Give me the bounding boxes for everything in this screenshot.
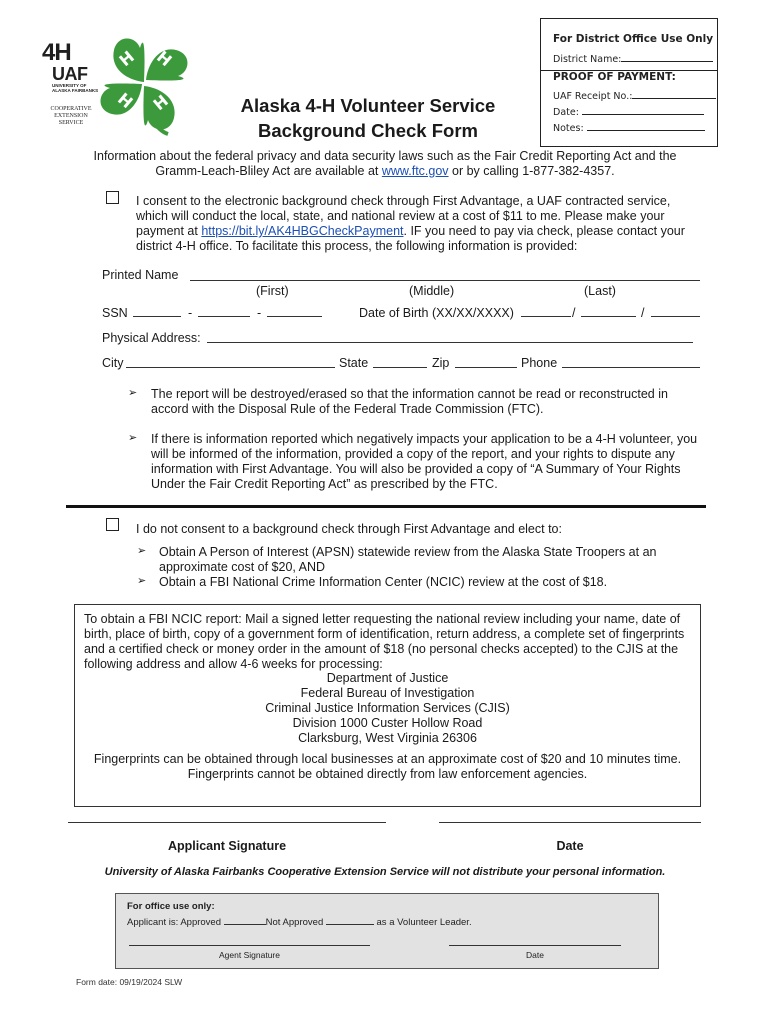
payment-date-label: Date: xyxy=(553,107,579,118)
privacy-note: University of Alaska Fairbanks Cooperative Extension Service will not distribute your personal information. xyxy=(104,866,666,878)
district-office-box xyxy=(540,18,718,147)
notes-field[interactable] xyxy=(553,121,705,135)
intro-line2 xyxy=(60,164,710,179)
apsn-line2: approximate cost of $20, AND xyxy=(159,560,326,574)
address-label: Physical Address: xyxy=(102,331,201,345)
rights-bullet xyxy=(151,432,716,492)
ssn-dash-2: - xyxy=(257,306,262,320)
first-name-label: (First) xyxy=(256,284,289,298)
agent-signature-label: Agent Signature xyxy=(219,950,280,960)
payment-date-field[interactable] xyxy=(553,105,704,119)
address-line5: Clarksburg, West Virginia 26306 xyxy=(298,731,477,745)
applicant-date-label: Date xyxy=(556,839,584,853)
fingerprint-line2: Fingerprints cannot be obtained directly from law enforcement agencies. xyxy=(187,767,588,781)
state-field[interactable] xyxy=(373,357,427,368)
clover-h-4: H xyxy=(114,89,137,113)
approved-label: Applicant is: Approved xyxy=(127,917,222,928)
logo-4h: 4H xyxy=(42,39,71,66)
disposal-bullet xyxy=(151,387,711,417)
consent-line3-a: payment at xyxy=(136,224,202,238)
zip-field[interactable] xyxy=(455,357,517,368)
dob-year-field[interactable] xyxy=(651,306,700,317)
district-name-label: District Name: xyxy=(553,54,622,65)
form-title xyxy=(218,93,518,143)
agent-date-label: Date xyxy=(526,950,544,960)
consent-line3 xyxy=(136,224,706,239)
phone-label: Phone xyxy=(521,356,558,370)
ssn-dash-1: - xyxy=(188,306,193,320)
state-label: State xyxy=(339,356,369,370)
city-label: City xyxy=(102,356,124,370)
clover-h-2: H xyxy=(153,47,176,71)
notes-label: Notes: xyxy=(553,123,584,134)
ncic-line2: birth, place of birth, copy of a government form of identification, return address, a complete set of fingerprints xyxy=(84,627,685,641)
logo-uaf: UAF xyxy=(52,64,88,84)
fingerprint-note xyxy=(75,752,700,782)
rights-line1: If there is information reported which negatively impacts your application to be a 4-H volunteer, you xyxy=(151,432,698,446)
cjis-address xyxy=(75,671,700,746)
last-name-label: (Last) xyxy=(584,284,616,298)
address-line2: Federal Bureau of Investigation xyxy=(300,686,475,700)
applicant-date-line[interactable] xyxy=(439,822,701,823)
city-field[interactable] xyxy=(126,357,335,368)
clover-h-3: H xyxy=(149,91,172,115)
ssn-field-3[interactable] xyxy=(267,306,322,317)
arrow-bullet-icon: ➢ xyxy=(137,575,147,587)
no-consent-text: I do not consent to a background check through First Advantage and elect to: xyxy=(136,522,562,536)
approval-line xyxy=(127,915,472,929)
rights-line2: will be informed of the information, provided a copy of the report, and your rights to dispute any xyxy=(151,447,675,461)
intro-line2-a: Gramm-Leach-Bliley Act are available at xyxy=(155,164,382,178)
four-h-clover-icon xyxy=(96,32,192,136)
receipt-field[interactable] xyxy=(553,89,716,103)
rights-line4: Under the Fair Credit Reporting Act” as prescribed by the FTC. xyxy=(151,477,498,491)
payment-link[interactable]: https://bit.ly/AK4HBGCheckPayment xyxy=(201,224,404,238)
form-title-line2: Background Check Form xyxy=(258,120,478,141)
approved-blank[interactable] xyxy=(224,915,266,925)
phone-field[interactable] xyxy=(562,357,700,368)
ncic-option: Obtain a FBI National Crime Information Center (NCIC) review at the cost of $18. xyxy=(159,575,608,589)
disposal-line2: accord with the Disposal Rule of the Federal Trade Commission (FTC). xyxy=(151,402,544,416)
ssn-label: SSN xyxy=(102,306,128,320)
clover-h-1: H xyxy=(115,47,138,71)
intro-text xyxy=(60,149,710,179)
ssn-field-2[interactable] xyxy=(198,306,250,317)
form-date: Form date: 09/19/2024 SLW xyxy=(76,977,183,987)
agent-date-line[interactable] xyxy=(449,945,621,946)
consent-line2: which will conduct the local, state, and national review at a cost of $11 to me. Please make your xyxy=(136,209,665,223)
consent-line4: district 4-H office. To facilitate this process, the following information is provided: xyxy=(136,239,578,253)
printed-name-label: Printed Name xyxy=(102,268,179,282)
address-line1: Department of Justice xyxy=(326,671,449,685)
receipt-label: UAF Receipt No.: xyxy=(553,91,633,102)
dob-day-field[interactable] xyxy=(581,306,636,317)
office-use-box xyxy=(115,893,659,969)
no-consent-checkbox[interactable] xyxy=(106,518,119,531)
applicant-signature-line[interactable] xyxy=(68,822,386,823)
arrow-bullet-icon: ➢ xyxy=(137,545,147,557)
district-office-heading: For District Office Use Only xyxy=(553,33,714,45)
fingerprint-line1: Fingerprints can be obtained through local businesses at an approximate cost of $20 and 10 minutes time. xyxy=(93,752,682,766)
logo-extension: COOPERATIVE EXTENSION SERVICE xyxy=(50,106,92,126)
middle-name-label: (Middle) xyxy=(409,284,455,298)
dob-slash-1: / xyxy=(572,306,576,320)
ncic-info-box xyxy=(74,604,701,807)
disposal-line1: The report will be destroyed/erased so that the information cannot be read or reconstructed in xyxy=(151,387,668,401)
volunteer-leader-label: as a Volunteer Leader. xyxy=(376,917,472,928)
dob-month-field[interactable] xyxy=(521,306,571,317)
intro-line2-b: or by calling 1-877-382-4357. xyxy=(448,164,615,178)
intro-line1: Information about the federal privacy and data security laws such as the Fair Credit Reporting Act and the xyxy=(93,149,677,163)
consent-checkbox[interactable] xyxy=(106,191,119,204)
applicant-signature-label: Applicant Signature xyxy=(167,839,287,853)
ncic-line1: To obtain a FBI NCIC report: Mail a signed letter requesting the national review including your name, date of xyxy=(84,612,681,626)
address-line4: Division 1000 Custer Hollow Road xyxy=(292,716,483,730)
apsn-option xyxy=(159,545,704,575)
dob-label: Date of Birth (XX/XX/XXXX) xyxy=(359,306,514,320)
agent-signature-line[interactable] xyxy=(129,945,370,946)
section-divider xyxy=(66,505,706,508)
printed-name-field[interactable] xyxy=(190,270,700,281)
not-approved-blank[interactable] xyxy=(326,915,374,925)
ncic-instructions xyxy=(84,612,694,672)
district-name-field[interactable] xyxy=(553,52,713,66)
ssn-field-1[interactable] xyxy=(133,306,181,317)
proof-of-payment-heading: PROOF OF PAYMENT: xyxy=(553,71,676,83)
address-field[interactable] xyxy=(207,332,693,343)
dob-slash-2: / xyxy=(641,306,645,320)
zip-label: Zip xyxy=(432,356,450,370)
ncic-line4: following address and allow 4-6 weeks for processing: xyxy=(84,657,383,671)
arrow-bullet-icon: ➢ xyxy=(128,432,138,444)
rights-line3: information with First Advantage. You will also be provided a copy of “A Summary of Your Rights xyxy=(151,462,681,476)
ftc-link[interactable]: www.ftc.gov xyxy=(381,164,449,178)
not-approved-label: Not Approved xyxy=(265,917,324,928)
consent-line1: I consent to the electronic background check through First Advantage, a UAF contracted service, xyxy=(136,194,671,208)
address-line3: Criminal Justice Information Services (CJIS) xyxy=(265,701,510,715)
consent-text xyxy=(136,194,706,254)
form-title-line1: Alaska 4-H Volunteer Service xyxy=(240,95,496,116)
arrow-bullet-icon: ➢ xyxy=(128,387,138,399)
ncic-line3: and a certified check or money order in the amount of $18 (no personal checks accepted) to the CJIS at the xyxy=(84,642,679,656)
apsn-line1: Obtain A Person of Interest (APSN) statewide review from the Alaska State Troopers at an xyxy=(159,545,657,559)
logo-university: UNIVERSITY OF ALASKA FAIRBANKS xyxy=(52,83,99,93)
office-use-heading: For office use only: xyxy=(127,901,215,912)
consent-line3-b: . IF you need to pay via check, please contact your xyxy=(403,224,685,238)
